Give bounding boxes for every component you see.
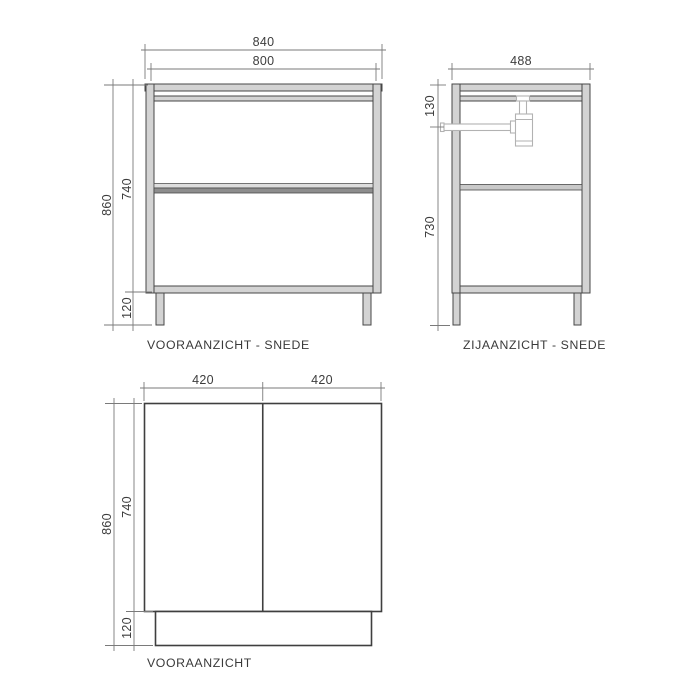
side-section-view [423, 54, 606, 352]
top-plate [452, 84, 590, 91]
top-rail-inner [154, 96, 373, 101]
front-view-body [145, 404, 382, 646]
top-plate [145, 84, 382, 91]
frame-post-left [146, 84, 154, 293]
dim-420-left-label: 420 [192, 373, 214, 387]
bottom-rail [154, 286, 373, 293]
dim-840-label: 840 [252, 35, 275, 49]
dim-130-label: 130 [423, 95, 437, 117]
dim-860-label: 860 [100, 513, 114, 535]
front-section-view [100, 35, 386, 352]
front-view [100, 373, 385, 670]
dim-120-label: 120 [120, 617, 134, 639]
dim-120-label: 120 [120, 297, 134, 319]
front-view-label: VOORAANZICHT [147, 656, 252, 670]
mid-shelf [460, 185, 582, 191]
frame-post-front [452, 84, 460, 293]
leg-right [363, 293, 371, 325]
front-section-frame [145, 84, 382, 325]
leg-front [453, 293, 460, 325]
frame-post-right [373, 84, 381, 293]
leg-left [156, 293, 164, 325]
dim-730-label: 730 [423, 216, 437, 238]
dim-800-label: 800 [252, 54, 275, 68]
dim-488-label: 488 [510, 54, 532, 68]
bottom-rail [460, 286, 582, 293]
dim-740-label: 740 [120, 178, 134, 200]
dim-420-right-label: 420 [311, 373, 333, 387]
siphon-tailpipe [520, 101, 527, 115]
front-section-view-label: VOORAANZICHT - SNEDE [147, 338, 310, 352]
frame-post-back [582, 84, 590, 293]
mid-shelf-edge [154, 188, 373, 193]
plinth-outline [156, 612, 372, 646]
siphon-flange [517, 96, 530, 101]
siphon-wall-pipe [441, 124, 511, 131]
dim-740-label: 740 [120, 496, 134, 518]
side-section-view-label: ZIJAANZICHT - SNEDE [463, 338, 607, 352]
dim-860-label: 860 [100, 194, 114, 216]
mid-shelf-rail [154, 184, 373, 189]
leg-back [574, 293, 581, 325]
